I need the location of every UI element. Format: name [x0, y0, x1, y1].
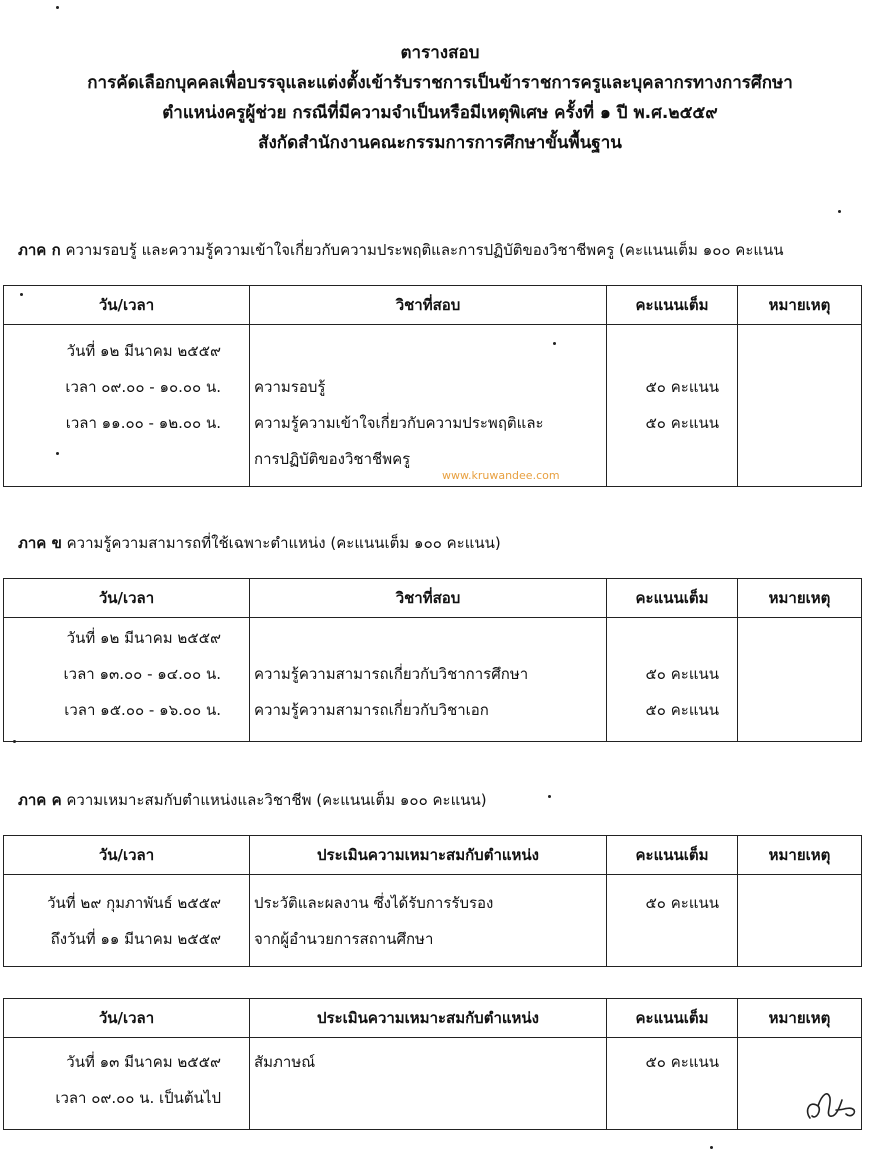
section-a-table — [3, 285, 862, 487]
time-line: เวลา ๐๙.๐๐ น. เป็นต้นไป — [55, 1089, 221, 1107]
scan-speck — [13, 740, 16, 743]
date-cell — [4, 875, 250, 967]
subject-line: ประวัติและผลงาน ซึ่งได้รับการรับรอง — [254, 894, 494, 912]
title-line-3: ตำแหน่งครูผู้ช่วย กรณีที่มีความจำเป็นหรือมีเหตุพิเศษ ครั้งที่ ๑ ปี พ.ศ.๒๕๕๙ — [162, 103, 718, 123]
score-cell — [607, 618, 738, 742]
header-score: คะแนนเต็ม — [607, 999, 738, 1038]
header-note: หมายเหตุ — [738, 999, 862, 1038]
score-line: ๕๐ คะแนน — [645, 894, 719, 912]
subject-line: ความรู้ความสามารถเกี่ยวกับวิชาการศึกษา — [254, 665, 529, 683]
subject-cell — [250, 618, 607, 742]
header-subject: ประเมินความเหมาะสมกับตำแหน่ง — [250, 836, 607, 875]
date-cell — [4, 618, 250, 742]
subject-line: การปฏิบัติของวิชาชีพครู — [254, 450, 411, 468]
title-line-1: ตารางสอบ — [400, 43, 480, 63]
date-line: วันที่ ๑๓ มีนาคม ๒๕๕๙ — [66, 1053, 221, 1071]
table-header-row — [4, 286, 862, 325]
date-line: วันที่ ๒๙ กุมภาพันธ์ ๒๕๕๙ — [47, 894, 221, 912]
table-row — [4, 875, 862, 967]
section-a-label — [18, 238, 784, 262]
scan-speck — [20, 293, 23, 296]
scan-speck — [553, 342, 556, 345]
score-cell — [607, 875, 738, 967]
subject-line: จากผู้อำนวยการสถานศึกษา — [254, 930, 434, 948]
section-a-label-text: ความรอบรู้ และความรู้ความเข้าใจเกี่ยวกับความประพฤติและการปฏิบัติของวิชาชีพครู (คะแนนเต็ม ๑๐๐ คะแนน — [65, 241, 784, 259]
section-b-label-bold: ภาค ข — [18, 534, 62, 552]
section-c-table-1 — [3, 835, 862, 967]
score-line: ๕๐ คะแนน — [645, 378, 719, 396]
section-c-label-bold: ภาค ค — [18, 791, 62, 809]
time-line: เวลา ๑๓.๐๐ - ๑๔.๐๐ น. — [63, 665, 221, 683]
header-date: วัน/เวลา — [4, 579, 250, 618]
table-header-row — [4, 836, 862, 875]
header-score: คะแนนเต็ม — [607, 836, 738, 875]
scan-speck — [56, 452, 59, 455]
signature-mark — [800, 1080, 860, 1130]
date-cell — [4, 325, 250, 487]
title-line-4: สังกัดสำนักงานคณะกรรมการการศึกษาขั้นพื้นฐาน — [258, 133, 622, 153]
header-date: วัน/เวลา — [4, 999, 250, 1038]
header-subject: วิชาที่สอบ — [250, 286, 607, 325]
table-row — [4, 618, 862, 742]
date-line: ถึงวันที่ ๑๑ มีนาคม ๒๕๕๙ — [50, 930, 221, 948]
subject-line: สัมภาษณ์ — [254, 1053, 316, 1071]
subject-cell — [250, 1038, 607, 1130]
time-line: เวลา ๑๕.๐๐ - ๑๖.๐๐ น. — [64, 701, 221, 719]
table-header-row — [4, 579, 862, 618]
header-score: คะแนนเต็ม — [607, 286, 738, 325]
section-c-label-text: ความเหมาะสมกับตำแหน่งและวิชาชีพ (คะแนนเต็ม ๑๐๐ คะแนน) — [66, 791, 487, 809]
watermark: www.kruwandee.com — [442, 469, 560, 482]
date-line: วันที่ ๑๒ มีนาคม ๒๕๕๙ — [66, 342, 221, 360]
score-cell — [607, 1038, 738, 1130]
subject-cell — [250, 325, 607, 487]
table-header-row — [4, 999, 862, 1038]
table-row — [4, 1038, 862, 1130]
subject-cell — [250, 875, 607, 967]
section-b-label-text: ความรู้ความสามารถที่ใช้เฉพาะตำแหน่ง (คะแนนเต็ม ๑๐๐ คะแนน) — [66, 534, 501, 552]
header-date: วัน/เวลา — [4, 836, 250, 875]
score-cell — [607, 325, 738, 487]
section-c-label — [18, 788, 487, 812]
score-line: ๕๐ คะแนน — [645, 1053, 719, 1071]
scan-speck — [710, 1146, 713, 1149]
header-subject: วิชาที่สอบ — [250, 579, 607, 618]
header-subject: ประเมินความเหมาะสมกับตำแหน่ง — [250, 999, 607, 1038]
date-cell — [4, 1038, 250, 1130]
note-cell — [738, 325, 862, 487]
header-note: หมายเหตุ — [738, 836, 862, 875]
section-c-table-2 — [3, 998, 862, 1130]
scan-speck — [56, 6, 59, 9]
score-line: ๕๐ คะแนน — [645, 665, 719, 683]
subject-line: ความรู้ความสามารถเกี่ยวกับวิชาเอก — [254, 701, 489, 719]
section-a-label-bold: ภาค ก — [18, 241, 61, 259]
subject-line: ความรู้ความเข้าใจเกี่ยวกับความประพฤติและ — [254, 414, 544, 432]
header-note: หมายเหตุ — [738, 286, 862, 325]
note-cell — [738, 618, 862, 742]
score-line: ๕๐ คะแนน — [645, 701, 719, 719]
scan-speck — [838, 210, 841, 213]
section-b-label — [18, 531, 501, 555]
document-title — [0, 38, 880, 158]
header-date: วัน/เวลา — [4, 286, 250, 325]
score-line: ๕๐ คะแนน — [645, 414, 719, 432]
title-line-2: การคัดเลือกบุคคลเพื่อบรรจุและแต่งตั้งเข้ารับราชการเป็นข้าราชการครูและบุคลากรทางการศึกษา — [87, 73, 793, 93]
scan-speck — [548, 795, 551, 798]
header-score: คะแนนเต็ม — [607, 579, 738, 618]
note-cell — [738, 875, 862, 967]
date-line: วันที่ ๑๒ มีนาคม ๒๕๕๙ — [66, 629, 221, 647]
time-line: เวลา ๐๙.๐๐ - ๑๐.๐๐ น. — [65, 378, 221, 396]
table-row — [4, 325, 862, 487]
subject-line: ความรอบรู้ — [254, 378, 326, 396]
section-b-table — [3, 578, 862, 742]
header-note: หมายเหตุ — [738, 579, 862, 618]
time-line: เวลา ๑๑.๐๐ - ๑๒.๐๐ น. — [65, 414, 221, 432]
